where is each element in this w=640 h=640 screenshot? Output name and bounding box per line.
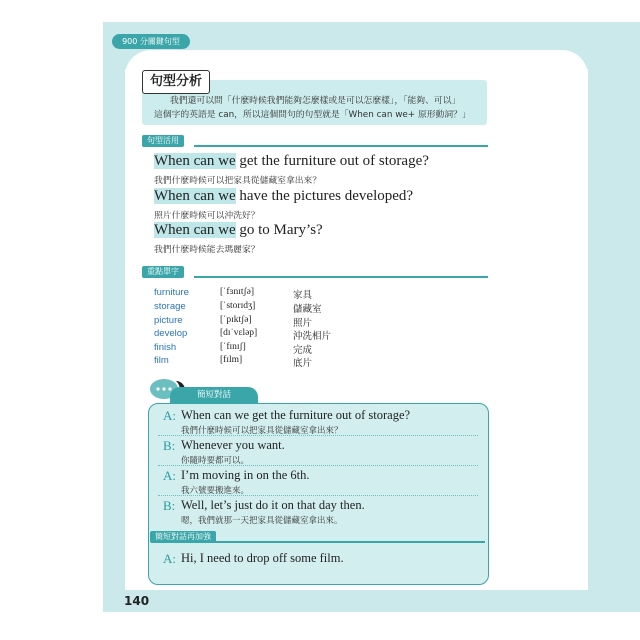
vocab-word: furniture [154, 287, 189, 298]
example-highlight: When can we [154, 222, 236, 238]
vocab-word: picture [154, 315, 183, 326]
section-title: 句型分析 [142, 70, 210, 94]
vocab-ipa: [ˈpɪktʃə] [220, 315, 252, 325]
dotted-divider [158, 465, 478, 466]
dialog-line: Well, let’s just do it on that day then. [181, 498, 365, 512]
usage-divider [194, 145, 488, 147]
usage-section-header [142, 135, 488, 147]
vocab-ipa: [fɪlm] [220, 355, 243, 365]
example-translation: 我們什麼時候可以把家具從儲藏室拿出來？ [154, 176, 322, 186]
speaker-label: A: [163, 408, 176, 423]
speaker-label: B: [163, 438, 176, 453]
vocab-meaning: 底片 [293, 358, 313, 369]
example-rest: go to Mary’s? [235, 222, 323, 238]
speaker-label: B: [163, 498, 176, 513]
example-highlight: When can we [154, 153, 236, 169]
dialog-translation: 嗯，我們就那一天把家具從儲藏室拿出來。 [181, 516, 343, 526]
vocab-divider [194, 276, 488, 278]
dialog-line: When can we get the furniture out of storage? [181, 408, 411, 422]
vocab-meaning: 家具 [293, 290, 313, 301]
page-border-left [103, 22, 125, 612]
vocab-ipa: [ˈfɪnɪʃ] [220, 342, 246, 352]
vocab-word: finish [154, 342, 177, 353]
dialog-line: Whenever you want. [181, 438, 285, 452]
vocab-word: storage [154, 301, 186, 312]
intro-line-2: 這個字的英語是 can，所以這個問句的句型就是「When can we+ 原形動詞？」 [154, 110, 471, 120]
vocab-ipa: [ˈfɜnɪtʃə] [220, 287, 255, 297]
vocab-ipa: [ˈstorɪdʒ] [220, 301, 256, 311]
vocab-ipa: [dɪˈvɛləp] [220, 328, 258, 338]
example-highlight: When can we [154, 188, 236, 204]
vocab-meaning: 儲藏室 [293, 304, 322, 315]
dialog-translation: 你隨時要都可以。 [181, 456, 250, 466]
vocab-meaning: 完成 [293, 345, 313, 356]
vocab-section-header [142, 266, 488, 278]
page-number: 140 [124, 594, 150, 608]
example-sentence [154, 222, 323, 239]
page-border-right [588, 22, 640, 612]
example-sentence [154, 188, 413, 205]
speaker-label: A: [163, 551, 176, 566]
example-sentence [154, 153, 429, 170]
dialog-line: Hi, I need to drop off some film. [181, 551, 344, 565]
example-translation: 照片什麼時候可以沖洗好？ [154, 211, 260, 221]
dialog-translation: 我六號要搬進來。 [181, 486, 250, 496]
example-translation: 我們什麼時候能去瑪麗家？ [154, 245, 260, 255]
dialog-plus-divider [215, 541, 485, 543]
vocab-label: 重點單字 [142, 266, 184, 278]
intro-line-1: 我們還可以問「什麼時候我們能夠怎麼樣或是可以怎麼樣」，「能夠、可以」 [170, 96, 461, 106]
dialog-label: 簡短對話 [170, 387, 258, 403]
example-rest: get the furniture out of storage? [235, 153, 429, 169]
vocab-word: develop [154, 328, 188, 339]
usage-label: 句型活用 [142, 135, 184, 147]
vocab-word: film [154, 355, 169, 366]
vocab-meaning: 沖洗相片 [293, 331, 332, 342]
dialog-line: I’m moving in on the 6th. [181, 468, 310, 482]
dialog-translation: 我們什麼時候可以把家具從儲藏室拿出來？ [181, 426, 343, 436]
vocab-meaning: 照片 [293, 318, 313, 329]
speaker-label: A: [163, 468, 176, 483]
dialog-plus-label: 簡短對話再加強 [150, 531, 216, 543]
header-tag: 900 分關鍵句型 [112, 34, 190, 49]
example-rest: have the pictures developed? [235, 188, 414, 204]
dotted-divider [158, 495, 478, 496]
page-border-bottom [103, 590, 640, 612]
dotted-divider [158, 435, 478, 436]
